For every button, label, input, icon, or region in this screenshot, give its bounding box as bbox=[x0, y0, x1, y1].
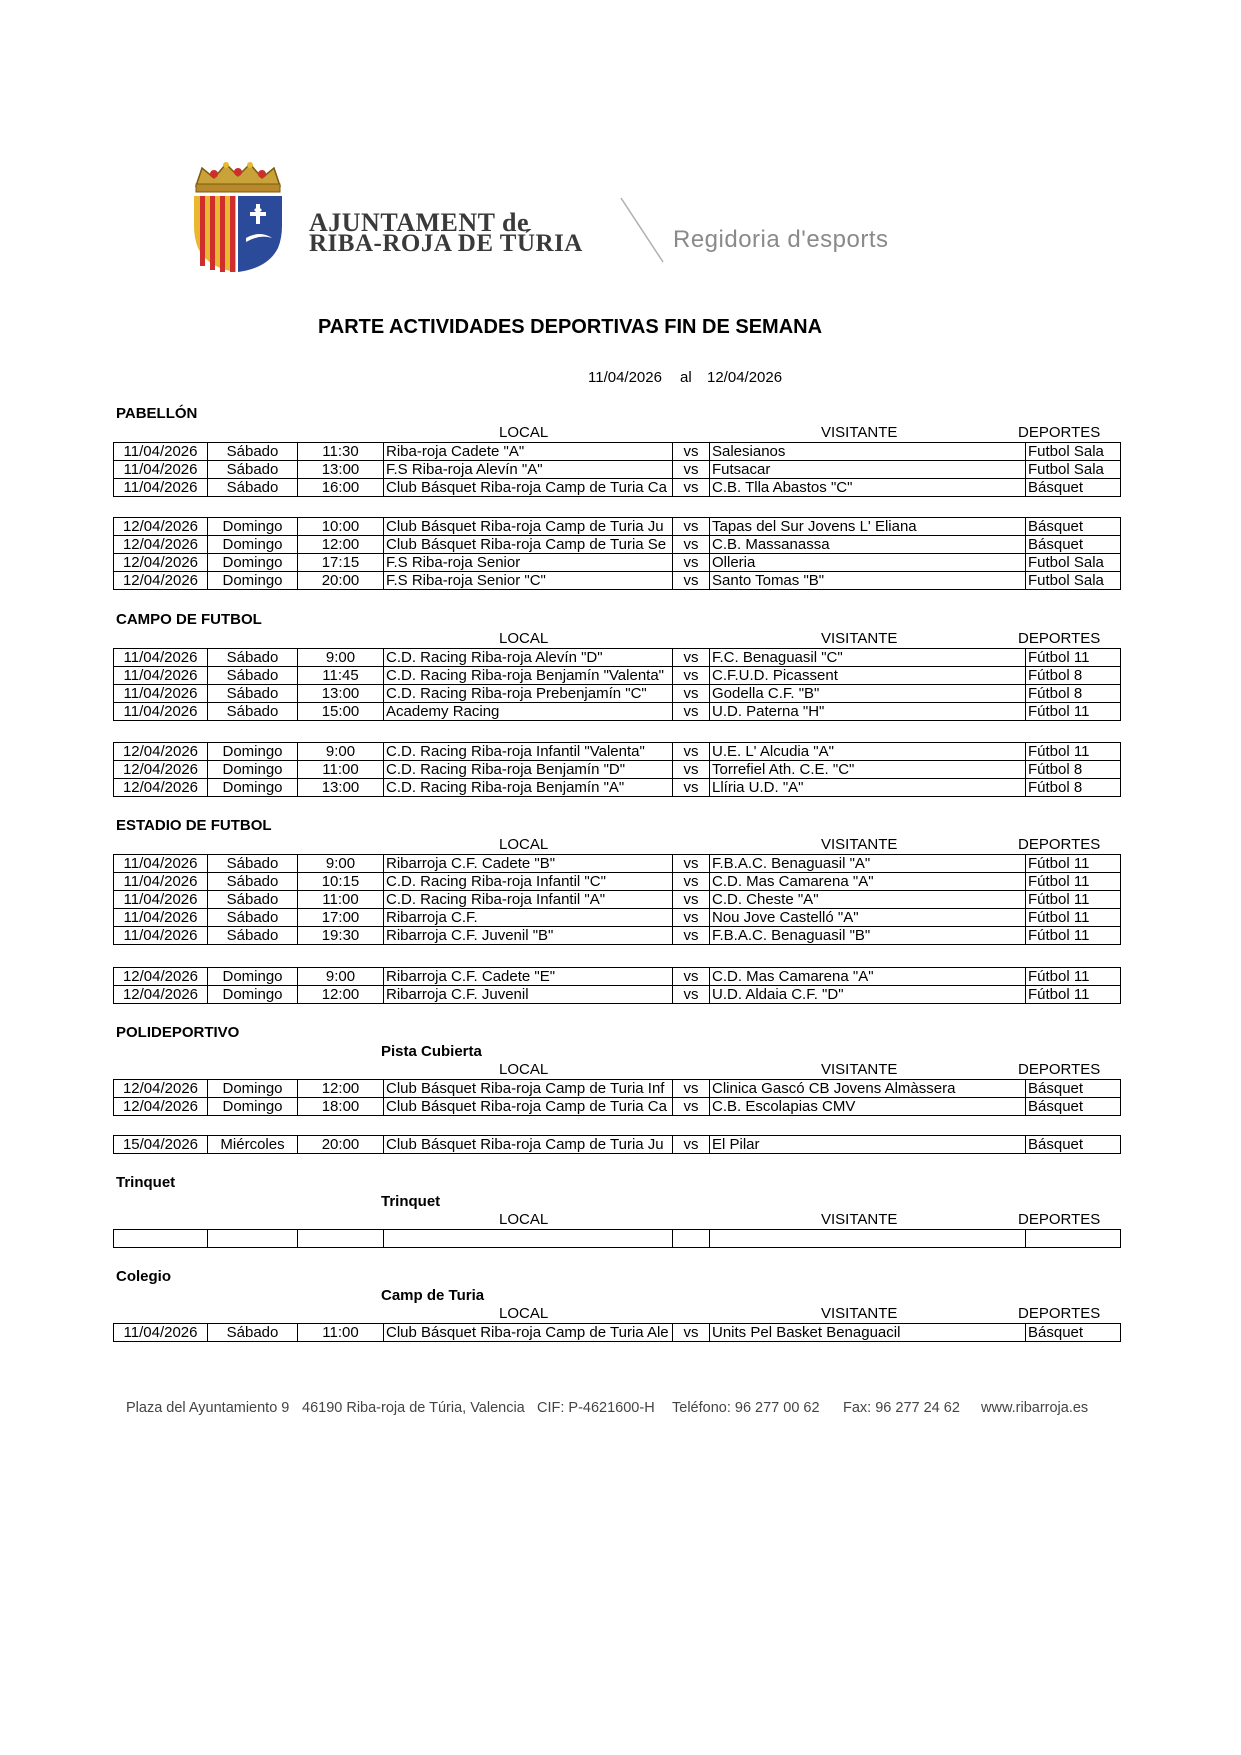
cell-vs: vs bbox=[673, 1324, 710, 1342]
cell-visitante: Nou Jove Castelló "A" bbox=[710, 909, 1026, 927]
cell-day: Sábado bbox=[208, 703, 298, 721]
cell-local: Academy Racing bbox=[384, 703, 673, 721]
cell-local: Ribarroja C.F. Cadete "E" bbox=[384, 968, 673, 986]
table-row bbox=[114, 554, 1121, 572]
col-header-deportes: DEPORTES bbox=[1018, 630, 1101, 647]
cell-time: 15:00 bbox=[298, 703, 384, 721]
cell-local: Ribarroja C.F. Cadete "B" bbox=[384, 855, 673, 873]
table-row bbox=[114, 536, 1121, 554]
schedule-table bbox=[113, 517, 1121, 590]
col-header-visitante: VISITANTE bbox=[821, 1211, 898, 1228]
cell-day: Domingo bbox=[208, 1080, 298, 1098]
cell-time: 11:00 bbox=[298, 891, 384, 909]
cell-date: 12/04/2026 bbox=[114, 986, 208, 1004]
cell-time: 11:00 bbox=[298, 761, 384, 779]
cell-local: F.S Riba-roja Senior "C" bbox=[384, 572, 673, 590]
cell-deporte: Fútbol 11 bbox=[1026, 968, 1121, 986]
cell-visitante: Futsacar bbox=[710, 461, 1026, 479]
cell-day: Sábado bbox=[208, 891, 298, 909]
cell-deporte: Fútbol 8 bbox=[1026, 685, 1121, 703]
cell-local bbox=[384, 1230, 673, 1248]
cell-date: 12/04/2026 bbox=[114, 968, 208, 986]
cell-date: 11/04/2026 bbox=[114, 649, 208, 667]
cell-local: F.S Riba-roja Senior bbox=[384, 554, 673, 572]
cell-time: 12:00 bbox=[298, 1080, 384, 1098]
cell-day: Sábado bbox=[208, 1324, 298, 1342]
cell-local: Club Básquet Riba-roja Camp de Turia Se bbox=[384, 536, 673, 554]
cell-vs: vs bbox=[673, 667, 710, 685]
cell-time: 20:00 bbox=[298, 1136, 384, 1154]
cell-time: 9:00 bbox=[298, 968, 384, 986]
cell-day: Miércoles bbox=[208, 1136, 298, 1154]
cell-deporte: Fútbol 8 bbox=[1026, 761, 1121, 779]
schedule-table bbox=[113, 1079, 1121, 1116]
col-header-visitante: VISITANTE bbox=[821, 836, 898, 853]
cell-date: 12/04/2026 bbox=[114, 572, 208, 590]
cell-visitante: Santo Tomas "B" bbox=[710, 572, 1026, 590]
cell-vs: vs bbox=[673, 779, 710, 797]
cell-date: 11/04/2026 bbox=[114, 667, 208, 685]
schedule-table bbox=[113, 442, 1121, 497]
cell-vs: vs bbox=[673, 518, 710, 536]
section-title-estadio: ESTADIO DE FUTBOL bbox=[116, 817, 272, 834]
cell-time: 18:00 bbox=[298, 1098, 384, 1116]
cell-day: Sábado bbox=[208, 927, 298, 945]
cell-time: 12:00 bbox=[298, 536, 384, 554]
cell-visitante: C.B. Massanassa bbox=[710, 536, 1026, 554]
cell-day: Domingo bbox=[208, 554, 298, 572]
cell-local: F.S Riba-roja Alevín "A" bbox=[384, 461, 673, 479]
cell-vs: vs bbox=[673, 927, 710, 945]
cell-vs: vs bbox=[673, 1080, 710, 1098]
table-row bbox=[114, 443, 1121, 461]
cell-local: C.D. Racing Riba-roja Infantil "Valenta" bbox=[384, 743, 673, 761]
cell-vs: vs bbox=[673, 536, 710, 554]
cell-deporte: Futbol Sala bbox=[1026, 572, 1121, 590]
cell-day: Domingo bbox=[208, 986, 298, 1004]
cell-day: Domingo bbox=[208, 572, 298, 590]
cell-time: 9:00 bbox=[298, 855, 384, 873]
col-header-local: LOCAL bbox=[499, 1211, 549, 1228]
cell-visitante: Olleria bbox=[710, 554, 1026, 572]
cell-date: 11/04/2026 bbox=[114, 927, 208, 945]
brand-ajuntament: AJUNTAMENT de bbox=[309, 208, 530, 237]
section-title-polideportivo: POLIDEPORTIVO bbox=[116, 1024, 240, 1041]
cell-date: 11/04/2026 bbox=[114, 891, 208, 909]
cell-visitante: C.D. Mas Camarena "A" bbox=[710, 968, 1026, 986]
cell-day: Domingo bbox=[208, 968, 298, 986]
table-row bbox=[114, 1230, 1121, 1248]
col-header-local: LOCAL bbox=[499, 836, 549, 853]
table-row bbox=[114, 479, 1121, 497]
cell-time bbox=[298, 1230, 384, 1248]
cell-local: C.D. Racing Riba-roja Prebenjamín "C" bbox=[384, 685, 673, 703]
cell-deporte: Fútbol 11 bbox=[1026, 703, 1121, 721]
cell-vs: vs bbox=[673, 461, 710, 479]
cell-local: Club Básquet Riba-roja Camp de Turia Ca bbox=[384, 479, 673, 497]
cell-vs: vs bbox=[673, 685, 710, 703]
section-title-trinquet: Trinquet bbox=[116, 1174, 176, 1191]
cell-visitante: C.B. Escolapias CMV bbox=[710, 1098, 1026, 1116]
table-row bbox=[114, 572, 1121, 590]
col-header-local: LOCAL bbox=[499, 1305, 549, 1322]
cell-time: 11:45 bbox=[298, 667, 384, 685]
table-row bbox=[114, 986, 1121, 1004]
cell-time: 16:00 bbox=[298, 479, 384, 497]
cell-deporte: Básquet bbox=[1026, 1098, 1121, 1116]
cell-vs: vs bbox=[673, 1136, 710, 1154]
cell-time: 13:00 bbox=[298, 685, 384, 703]
cell-local: Riba-roja Cadete "A" bbox=[384, 443, 673, 461]
cell-local: C.D. Racing Riba-roja Alevín "D" bbox=[384, 649, 673, 667]
table-row bbox=[114, 873, 1121, 891]
cell-deporte: Futbol Sala bbox=[1026, 554, 1121, 572]
footer-fax: Fax: 96 277 24 62 bbox=[843, 1400, 960, 1416]
cell-visitante: C.D. Mas Camarena "A" bbox=[710, 873, 1026, 891]
col-header-deportes: DEPORTES bbox=[1018, 1305, 1101, 1322]
col-header-visitante: VISITANTE bbox=[821, 1061, 898, 1078]
date-from: 11/04/2026 bbox=[588, 369, 662, 386]
table-row bbox=[114, 779, 1121, 797]
cell-vs: vs bbox=[673, 1098, 710, 1116]
cell-deporte: Fútbol 11 bbox=[1026, 909, 1121, 927]
schedule-table bbox=[113, 648, 1121, 721]
cell-visitante: U.E. L' Alcudia "A" bbox=[710, 743, 1026, 761]
cell-local: C.D. Racing Riba-roja Benjamín "D" bbox=[384, 761, 673, 779]
table-row bbox=[114, 1098, 1121, 1116]
cell-vs: vs bbox=[673, 873, 710, 891]
cell-visitante: Salesianos bbox=[710, 443, 1026, 461]
cell-time: 10:00 bbox=[298, 518, 384, 536]
cell-deporte: Futbol Sala bbox=[1026, 461, 1121, 479]
footer-cif: CIF: P-4621600-H bbox=[537, 1400, 655, 1416]
cell-vs: vs bbox=[673, 649, 710, 667]
cell-date: 12/04/2026 bbox=[114, 536, 208, 554]
cell-date: 11/04/2026 bbox=[114, 479, 208, 497]
table-row bbox=[114, 761, 1121, 779]
cell-deporte: Futbol Sala bbox=[1026, 443, 1121, 461]
cell-local: Ribarroja C.F. Juvenil "B" bbox=[384, 927, 673, 945]
cell-time: 17:00 bbox=[298, 909, 384, 927]
cell-time: 9:00 bbox=[298, 649, 384, 667]
cell-time: 11:30 bbox=[298, 443, 384, 461]
col-header-visitante: VISITANTE bbox=[821, 1305, 898, 1322]
cell-day bbox=[208, 1230, 298, 1248]
cell-date: 11/04/2026 bbox=[114, 703, 208, 721]
subsection-title-camp-de-turia: Camp de Turia bbox=[381, 1287, 485, 1304]
table-row bbox=[114, 649, 1121, 667]
cell-visitante: F.C. Benaguasil "C" bbox=[710, 649, 1026, 667]
cell-vs: vs bbox=[673, 891, 710, 909]
cell-day: Sábado bbox=[208, 873, 298, 891]
col-header-visitante: VISITANTE bbox=[821, 424, 898, 441]
cell-deporte: Fútbol 11 bbox=[1026, 649, 1121, 667]
schedule-table bbox=[113, 1323, 1121, 1342]
cell-date: 11/04/2026 bbox=[114, 461, 208, 479]
section-title-colegio: Colegio bbox=[116, 1268, 171, 1285]
cell-date: 12/04/2026 bbox=[114, 1098, 208, 1116]
cell-deporte: Fútbol 11 bbox=[1026, 855, 1121, 873]
cell-time: 13:00 bbox=[298, 779, 384, 797]
cell-local: C.D. Racing Riba-roja Infantil "C" bbox=[384, 873, 673, 891]
cell-deporte: Fútbol 11 bbox=[1026, 927, 1121, 945]
brand-separator-line bbox=[617, 196, 667, 264]
cell-date: 12/04/2026 bbox=[114, 518, 208, 536]
table-row bbox=[114, 461, 1121, 479]
cell-deporte: Fútbol 11 bbox=[1026, 891, 1121, 909]
cell-day: Sábado bbox=[208, 479, 298, 497]
col-header-deportes: DEPORTES bbox=[1018, 1061, 1101, 1078]
page-title: PARTE ACTIVIDADES DEPORTIVAS FIN DE SEMANA bbox=[317, 316, 823, 338]
cell-day: Sábado bbox=[208, 461, 298, 479]
cell-visitante: Clinica Gascó CB Jovens Almàssera bbox=[710, 1080, 1026, 1098]
cell-deporte bbox=[1026, 1230, 1121, 1248]
cell-day: Domingo bbox=[208, 1098, 298, 1116]
cell-vs: vs bbox=[673, 443, 710, 461]
cell-visitante: Llíria U.D. "A" bbox=[710, 779, 1026, 797]
footer-web[interactable]: www.ribarroja.es bbox=[981, 1400, 1089, 1416]
col-header-local: LOCAL bbox=[499, 1061, 549, 1078]
cell-deporte: Fútbol 11 bbox=[1026, 873, 1121, 891]
cell-local: Ribarroja C.F. bbox=[384, 909, 673, 927]
cell-date: 11/04/2026 bbox=[114, 855, 208, 873]
footer-city: 46190 Riba-roja de Túria, Valencia bbox=[302, 1400, 525, 1416]
table-row bbox=[114, 855, 1121, 873]
cell-visitante: C.F.U.D. Picassent bbox=[710, 667, 1026, 685]
cell-date: 12/04/2026 bbox=[114, 554, 208, 572]
cell-local: Club Básquet Riba-roja Camp de Turia Ca bbox=[384, 1098, 673, 1116]
table-row bbox=[114, 685, 1121, 703]
cell-day: Sábado bbox=[208, 685, 298, 703]
schedule-table bbox=[113, 967, 1121, 1004]
cell-vs: vs bbox=[673, 909, 710, 927]
cell-visitante bbox=[710, 1230, 1026, 1248]
cell-vs: vs bbox=[673, 743, 710, 761]
subsection-title-trinquet: Trinquet bbox=[381, 1193, 441, 1210]
cell-day: Domingo bbox=[208, 536, 298, 554]
cell-date: 12/04/2026 bbox=[114, 761, 208, 779]
col-header-deportes: DEPORTES bbox=[1018, 1211, 1101, 1228]
cell-time: 20:00 bbox=[298, 572, 384, 590]
table-row bbox=[114, 909, 1121, 927]
cell-time: 13:00 bbox=[298, 461, 384, 479]
cell-time: 9:00 bbox=[298, 743, 384, 761]
cell-day: Sábado bbox=[208, 855, 298, 873]
cell-time: 10:15 bbox=[298, 873, 384, 891]
cell-date: 11/04/2026 bbox=[114, 1324, 208, 1342]
cell-deporte: Básquet bbox=[1026, 1136, 1121, 1154]
cell-local: C.D. Racing Riba-roja Infantil "A" bbox=[384, 891, 673, 909]
cell-deporte: Básquet bbox=[1026, 1080, 1121, 1098]
schedule-table bbox=[113, 742, 1121, 797]
cell-time: 17:15 bbox=[298, 554, 384, 572]
cell-day: Domingo bbox=[208, 743, 298, 761]
brand-regidoria: Regidoria d'esports bbox=[673, 226, 889, 253]
cell-local: Club Básquet Riba-roja Camp de Turia Inf bbox=[384, 1080, 673, 1098]
cell-day: Domingo bbox=[208, 779, 298, 797]
section-title-campo: CAMPO DE FUTBOL bbox=[116, 611, 262, 628]
cell-vs: vs bbox=[673, 554, 710, 572]
cell-deporte: Básquet bbox=[1026, 518, 1121, 536]
cell-vs: vs bbox=[673, 572, 710, 590]
cell-visitante: Units Pel Basket Benaguacil bbox=[710, 1324, 1026, 1342]
cell-deporte: Fútbol 11 bbox=[1026, 986, 1121, 1004]
schedule-table bbox=[113, 1135, 1121, 1154]
cell-date: 12/04/2026 bbox=[114, 1080, 208, 1098]
cell-local: Club Básquet Riba-roja Camp de Turia Ju bbox=[384, 1136, 673, 1154]
cell-time: 11:00 bbox=[298, 1324, 384, 1342]
cell-deporte: Fútbol 11 bbox=[1026, 743, 1121, 761]
cell-local: C.D. Racing Riba-roja Benjamín "A" bbox=[384, 779, 673, 797]
cell-visitante: U.D. Paterna "H" bbox=[710, 703, 1026, 721]
cell-local: C.D. Racing Riba-roja Benjamín "Valenta" bbox=[384, 667, 673, 685]
cell-visitante: C.B. Tlla Abastos "C" bbox=[710, 479, 1026, 497]
cell-visitante: El Pilar bbox=[710, 1136, 1026, 1154]
cell-local: Club Básquet Riba-roja Camp de Turia Ale bbox=[384, 1324, 673, 1342]
table-row bbox=[114, 1324, 1121, 1342]
table-row bbox=[114, 891, 1121, 909]
col-header-deportes: DEPORTES bbox=[1018, 836, 1101, 853]
cell-day: Domingo bbox=[208, 761, 298, 779]
date-to: 12/04/2026 bbox=[707, 369, 783, 386]
cell-date: 12/04/2026 bbox=[114, 743, 208, 761]
cell-date: 11/04/2026 bbox=[114, 873, 208, 891]
cell-vs bbox=[673, 1230, 710, 1248]
cell-date: 11/04/2026 bbox=[114, 443, 208, 461]
table-row bbox=[114, 667, 1121, 685]
cell-date: 15/04/2026 bbox=[114, 1136, 208, 1154]
cell-visitante: Godella C.F. "B" bbox=[710, 685, 1026, 703]
brand-riba-roja: RIBA-ROJA DE TÚRIA bbox=[309, 230, 583, 257]
table-row bbox=[114, 518, 1121, 536]
cell-date: 12/04/2026 bbox=[114, 779, 208, 797]
cell-vs: vs bbox=[673, 855, 710, 873]
footer-address: Plaza del Ayuntamiento 9 bbox=[126, 1400, 290, 1416]
cell-time: 19:30 bbox=[298, 927, 384, 945]
cell-date bbox=[114, 1230, 208, 1248]
cell-deporte: Básquet bbox=[1026, 536, 1121, 554]
table-row bbox=[114, 703, 1121, 721]
schedule-table bbox=[113, 854, 1121, 945]
cell-day: Sábado bbox=[208, 649, 298, 667]
table-row bbox=[114, 1080, 1121, 1098]
cell-visitante: F.B.A.C. Benaguasil "B" bbox=[710, 927, 1026, 945]
cell-deporte: Básquet bbox=[1026, 479, 1121, 497]
cell-visitante: Tapas del Sur Jovens L' Eliana bbox=[710, 518, 1026, 536]
cell-vs: vs bbox=[673, 986, 710, 1004]
section-title-pabellon: PABELLÓN bbox=[116, 405, 198, 422]
cell-date: 11/04/2026 bbox=[114, 685, 208, 703]
cell-day: Sábado bbox=[208, 909, 298, 927]
cell-vs: vs bbox=[673, 479, 710, 497]
table-row bbox=[114, 1136, 1121, 1154]
col-header-deportes: DEPORTES bbox=[1018, 424, 1101, 441]
empty-schedule-table bbox=[113, 1229, 1121, 1248]
cell-time: 12:00 bbox=[298, 986, 384, 1004]
cell-visitante: Torrefiel Ath. C.E. "C" bbox=[710, 761, 1026, 779]
col-header-visitante: VISITANTE bbox=[821, 630, 898, 647]
cell-local: Ribarroja C.F. Juvenil bbox=[384, 986, 673, 1004]
subsection-title-pista-cubierta: Pista Cubierta bbox=[381, 1043, 482, 1060]
col-header-local: LOCAL bbox=[499, 630, 549, 647]
cell-visitante: U.D. Aldaia C.F. "D" bbox=[710, 986, 1026, 1004]
table-row bbox=[114, 927, 1121, 945]
cell-day: Domingo bbox=[208, 518, 298, 536]
cell-deporte: Fútbol 8 bbox=[1026, 667, 1121, 685]
cell-deporte: Fútbol 8 bbox=[1026, 779, 1121, 797]
date-separator: al bbox=[680, 369, 692, 386]
cell-day: Sábado bbox=[208, 667, 298, 685]
cell-date: 11/04/2026 bbox=[114, 909, 208, 927]
table-row bbox=[114, 743, 1121, 761]
cell-visitante: F.B.A.C. Benaguasil "A" bbox=[710, 855, 1026, 873]
cell-vs: vs bbox=[673, 968, 710, 986]
table-row bbox=[114, 968, 1121, 986]
footer-phone: Teléfono: 96 277 00 62 bbox=[672, 1400, 820, 1416]
cell-vs: vs bbox=[673, 703, 710, 721]
col-header-local: LOCAL bbox=[499, 424, 549, 441]
municipal-coat-of-arms-icon bbox=[188, 160, 288, 275]
cell-visitante: C.D. Cheste "A" bbox=[710, 891, 1026, 909]
cell-deporte: Básquet bbox=[1026, 1324, 1121, 1342]
cell-day: Sábado bbox=[208, 443, 298, 461]
cell-vs: vs bbox=[673, 761, 710, 779]
cell-local: Club Básquet Riba-roja Camp de Turia Ju bbox=[384, 518, 673, 536]
